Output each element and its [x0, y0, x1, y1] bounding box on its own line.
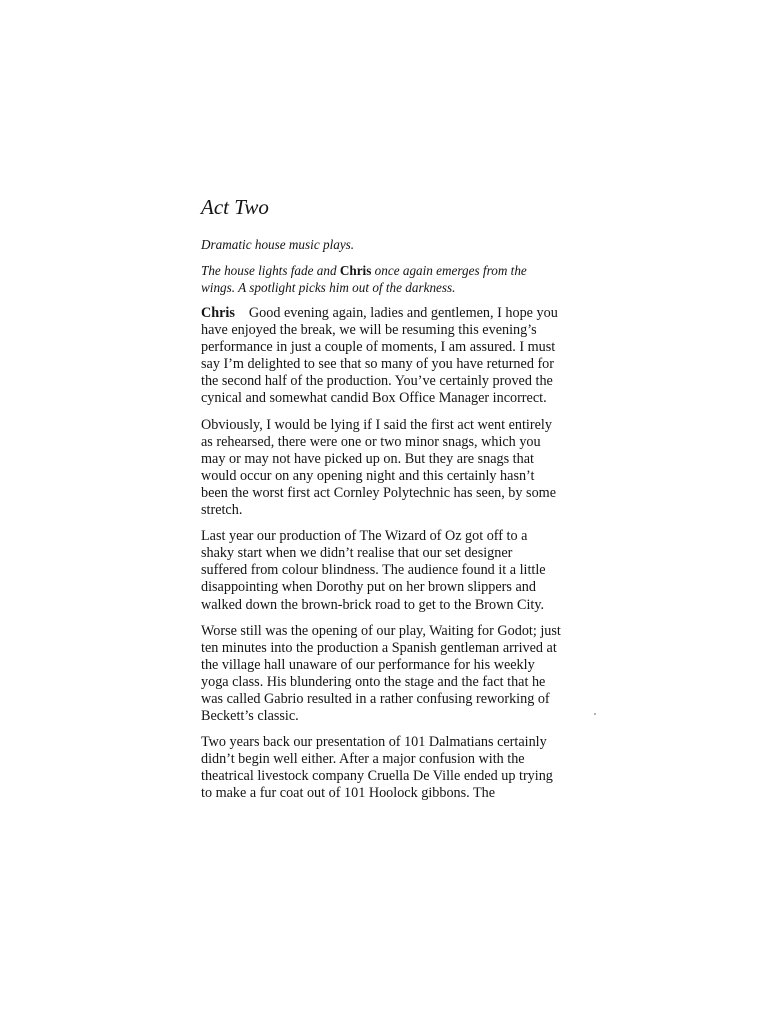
speech-paragraph: Two years back our presentation of 101 Dalmatians certainly didn’t begin well either. After a major confusion with the theatrical livestock company Cruella De Ville ended up trying to make a fur coat out of 101 Hoolock gibbons. The	[201, 734, 553, 802]
act-title: Act Two	[201, 195, 269, 219]
speech-paragraph	[201, 305, 561, 408]
speech-text: Good evening again, ladies and gentlemen, I hope you have enjoyed the break, we will be resuming this evening’s performance in just a couple of moments, I am assured. I must say I’m delighted to see that so many of you have returned for the second half of the production. You’ve certainly proved the cynical and somewhat candid Box Office Manager incorrect.	[201, 305, 558, 407]
stage-direction	[201, 262, 561, 296]
stage-direction-text: The house lights fade and	[201, 263, 337, 278]
character-name: Chris	[339, 263, 372, 278]
speaker-name: Chris	[201, 305, 235, 321]
speech-paragraph: Last year our production of The Wizard of Oz got off to a shaky start when we didn’t realise that our set designer suffered from colour blindness. The audience found it a little disappointing when Dorothy put on her brown slippers and walked down the brown-brick road to get to the Brown City.	[201, 528, 546, 613]
script-page	[201, 194, 561, 812]
scan-speck	[594, 713, 596, 715]
speech-paragraph: Obviously, I would be lying if I said the first act went entirely as rehearsed, there were one or two minor snags, which you may or may not have picked up on. But they are snags that would occur on any opening night and this certainly hasn’t been the worst first act Cornley Polytechnic has seen, by some stretch.	[201, 416, 556, 519]
stage-direction-text: once again emerges from the wings. A spotlight picks him out of the darkness.	[201, 263, 527, 295]
speech-paragraph: Worse still was the opening of our play, Waiting for Godot; just ten minutes into the production a Spanish gentleman arrived at the village hall unaware of our performance for his weekly yoga class. His blundering onto the stage and the fact that he was called Gabrio resulted in a rather confusing reworking of Beckett’s classic.	[201, 622, 561, 725]
stage-direction: Dramatic house music plays.	[201, 237, 355, 252]
